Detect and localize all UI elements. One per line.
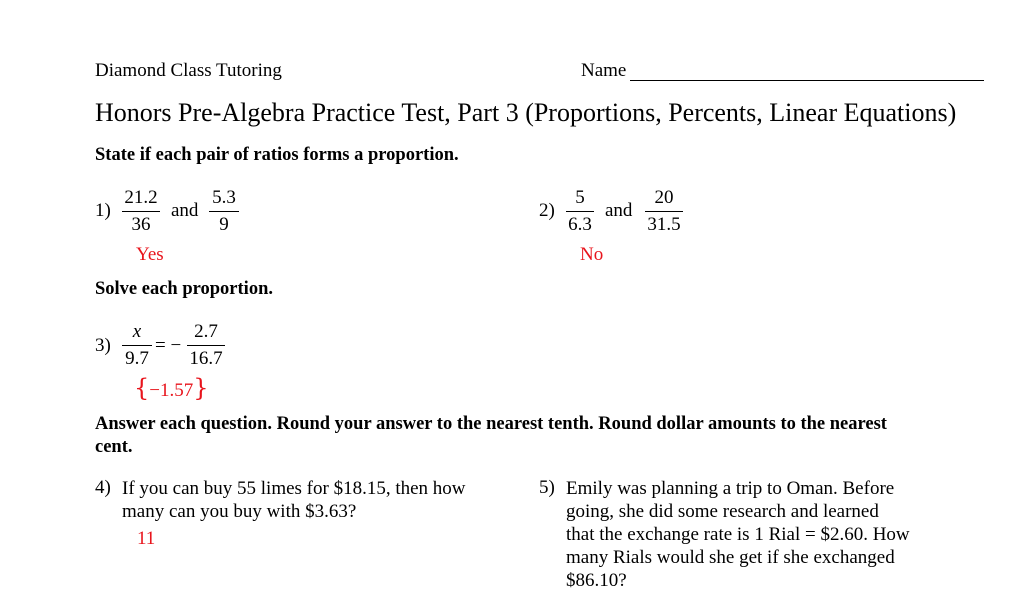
problem-number: 1) [95,200,111,221]
fraction-bar [122,345,152,346]
fraction-1 [122,187,160,236]
numerator: 20 [654,187,674,208]
denominator: 36 [131,214,151,235]
numerator: 5 [575,187,585,208]
section-instruction-solve: Solve each proportion. [95,279,273,299]
question-text: Emily was planning a trip to Oman. Before going, she did some research and learned that the exchange rate is 1 Rial = $2.60. How many Rials would she get if she exchanged $86.10? [566,478,910,591]
equals-minus-operator: = − [155,335,182,356]
left-brace: { [134,374,150,402]
answer-text: 11 [137,528,156,549]
right-brace: } [193,374,209,402]
problem-number: 2) [539,200,555,221]
denominator: 6.3 [568,214,592,235]
numerator: 2.7 [194,321,218,342]
fraction-2 [187,321,225,370]
denominator: 9.7 [125,348,149,369]
fraction-bar [209,211,239,212]
denominator: 31.5 [647,214,681,235]
connector-and: and [605,200,633,221]
page-title: Honors Pre-Algebra Practice Test, Part 3 (Proportions, Percents, Linear Equations) [95,98,957,127]
header-org: Diamond Class Tutoring [95,60,282,81]
answer-text: Yes [136,244,164,265]
denominator: 16.7 [189,348,223,369]
question-text: If you can buy 55 limes for $18.15, then how many can you buy with $3.63? [122,478,466,522]
fraction-bar [645,211,683,212]
fraction-bar [122,211,160,212]
answer-text: No [580,244,604,265]
problem-number: 4) [95,477,111,498]
numerator-variable: x [132,321,142,342]
answer-set [134,374,209,402]
section-instruction-word-problems: Answer each question. Round your answer to the nearest tenth. Round dollar amounts to the nearest cent. [95,414,887,457]
name-blank-line[interactable] [630,80,984,81]
fraction-2 [209,187,239,236]
fraction-bar [187,345,225,346]
fraction-1 [122,321,152,370]
numerator: 5.3 [212,187,236,208]
fraction-bar [566,211,594,212]
numerator: 21.2 [124,187,158,208]
answer-text: −1.57 [149,380,194,401]
problem-number: 5) [539,477,555,498]
fraction-1 [566,187,594,236]
name-label: Name [581,60,627,81]
fraction-2 [645,187,683,236]
connector-and: and [171,200,199,221]
problem-number: 3) [95,335,111,356]
denominator: 9 [219,214,229,235]
section-instruction-ratios: State if each pair of ratios forms a proportion. [95,145,459,165]
